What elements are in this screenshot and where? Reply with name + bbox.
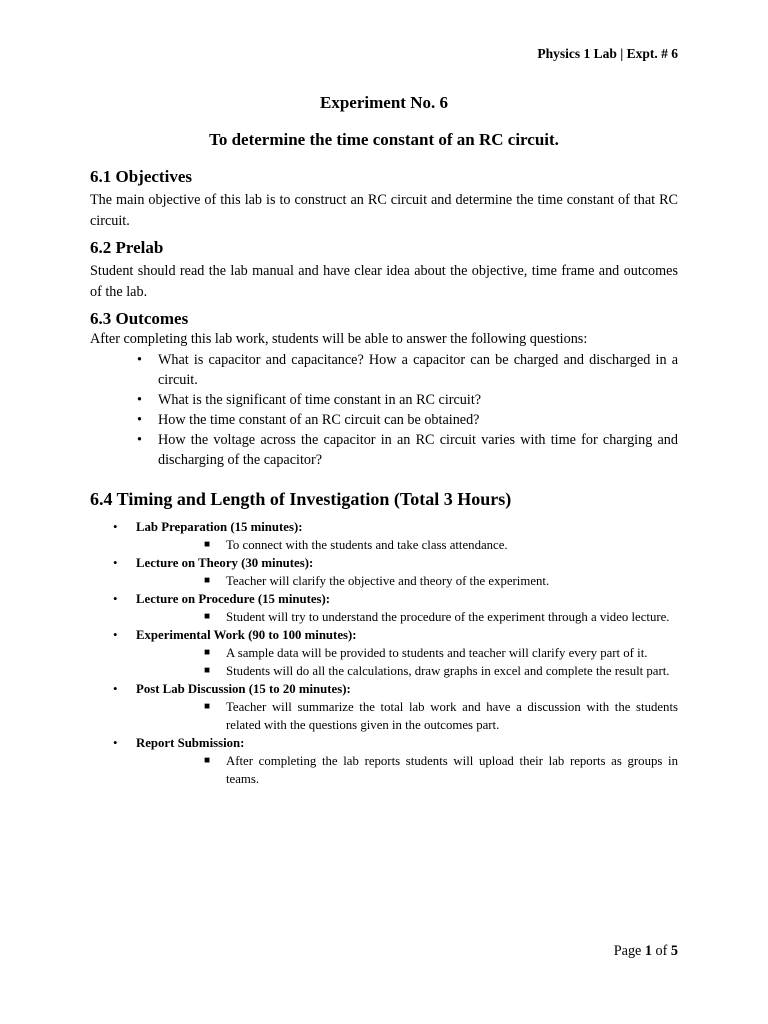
square-bullet-icon: ■ <box>204 647 211 658</box>
bullet-icon: • <box>113 520 118 534</box>
list-item: • What is the significant of time constant in an RC circuit? <box>137 392 482 408</box>
bullet-icon: • <box>113 682 118 696</box>
document-page <box>90 0 678 1024</box>
timing-item: • Experimental Work (90 to 100 minutes): <box>113 628 357 642</box>
of-word: of <box>655 943 668 959</box>
outcomes-list <box>90 350 678 470</box>
current-page-number: 1 <box>644 943 652 959</box>
timing-subitem: ■ A sample data will be provided to students and teacher will clarify every part of it. <box>204 646 648 660</box>
bullet-icon: • <box>113 736 118 750</box>
timing-subitem: ■ Student will try to understand the procedure of the experiment through a video lecture. <box>204 610 670 624</box>
square-bullet-icon: ■ <box>204 575 211 586</box>
page-footer <box>614 943 678 960</box>
timing-item: • Lab Preparation (15 minutes): <box>113 520 303 534</box>
timing-heading: 6.4 Timing and Length of Investigation (Total 3 Hours) <box>90 489 512 509</box>
running-header: Physics 1 Lab | Expt. # 6 <box>537 46 678 61</box>
timing-subitem: ■ Teacher will clarify the objective and theory of the experiment. <box>204 574 550 588</box>
outcomes-intro: After completing this lab work, students will be able to answer the following questions: <box>90 331 588 347</box>
prelab-heading: 6.2 Prelab <box>90 238 164 257</box>
timing-item: • Lecture on Procedure (15 minutes): <box>113 592 331 606</box>
bullet-icon: • <box>137 352 142 368</box>
square-bullet-icon: ■ <box>204 665 211 676</box>
experiment-title: To determine the time constant of an RC circuit. <box>209 130 559 149</box>
bullet-icon: • <box>137 392 142 408</box>
timing-subitem: ■ To connect with the students and take class attendance. <box>204 538 508 552</box>
objectives-heading: 6.1 Objectives <box>90 167 192 186</box>
experiment-number: Experiment No. 6 <box>320 93 448 112</box>
timing-subitem: ■ Teacher will summarize the total lab work and have a discussion with the students related with the questions given in the outcomes part. <box>204 700 678 732</box>
timing-item: • Lecture on Theory (30 minutes): <box>113 556 314 570</box>
timing-list <box>90 518 678 788</box>
square-bullet-icon: ■ <box>204 701 211 712</box>
square-bullet-icon: ■ <box>204 611 211 622</box>
total-page-number: 5 <box>670 943 678 959</box>
bullet-icon: • <box>113 556 118 570</box>
page-word: Page <box>613 943 642 959</box>
objectives-text: The main objective of this lab is to construct an RC circuit and determine the time constant of that RC circuit. <box>90 192 678 229</box>
outcomes-heading: 6.3 Outcomes <box>90 309 189 328</box>
prelab-text: Student should read the lab manual and have clear idea about the objective, time frame and outcomes of the lab. <box>90 263 678 300</box>
square-bullet-icon: ■ <box>204 539 211 550</box>
bullet-icon: • <box>137 432 142 448</box>
timing-subitem: ■ After completing the lab reports students will upload their lab reports as groups in teams. <box>204 754 678 786</box>
square-bullet-icon: ■ <box>204 755 211 766</box>
timing-item: • Post Lab Discussion (15 to 20 minutes): <box>113 682 351 696</box>
list-item: • How the time constant of an RC circuit can be obtained? <box>137 412 480 428</box>
timing-subitem: ■ Students will do all the calculations, draw graphs in excel and complete the result part. <box>204 664 670 678</box>
bullet-icon: • <box>113 592 118 606</box>
list-item: • How the voltage across the capacitor in an RC circuit varies with time for charging and discharging of the capacitor? <box>137 432 678 468</box>
list-item: • What is capacitor and capacitance? How a capacitor can be charged and discharged in a circuit. <box>137 352 678 388</box>
bullet-icon: • <box>113 628 118 642</box>
timing-item: • Report Submission: <box>113 736 245 750</box>
bullet-icon: • <box>137 412 142 428</box>
